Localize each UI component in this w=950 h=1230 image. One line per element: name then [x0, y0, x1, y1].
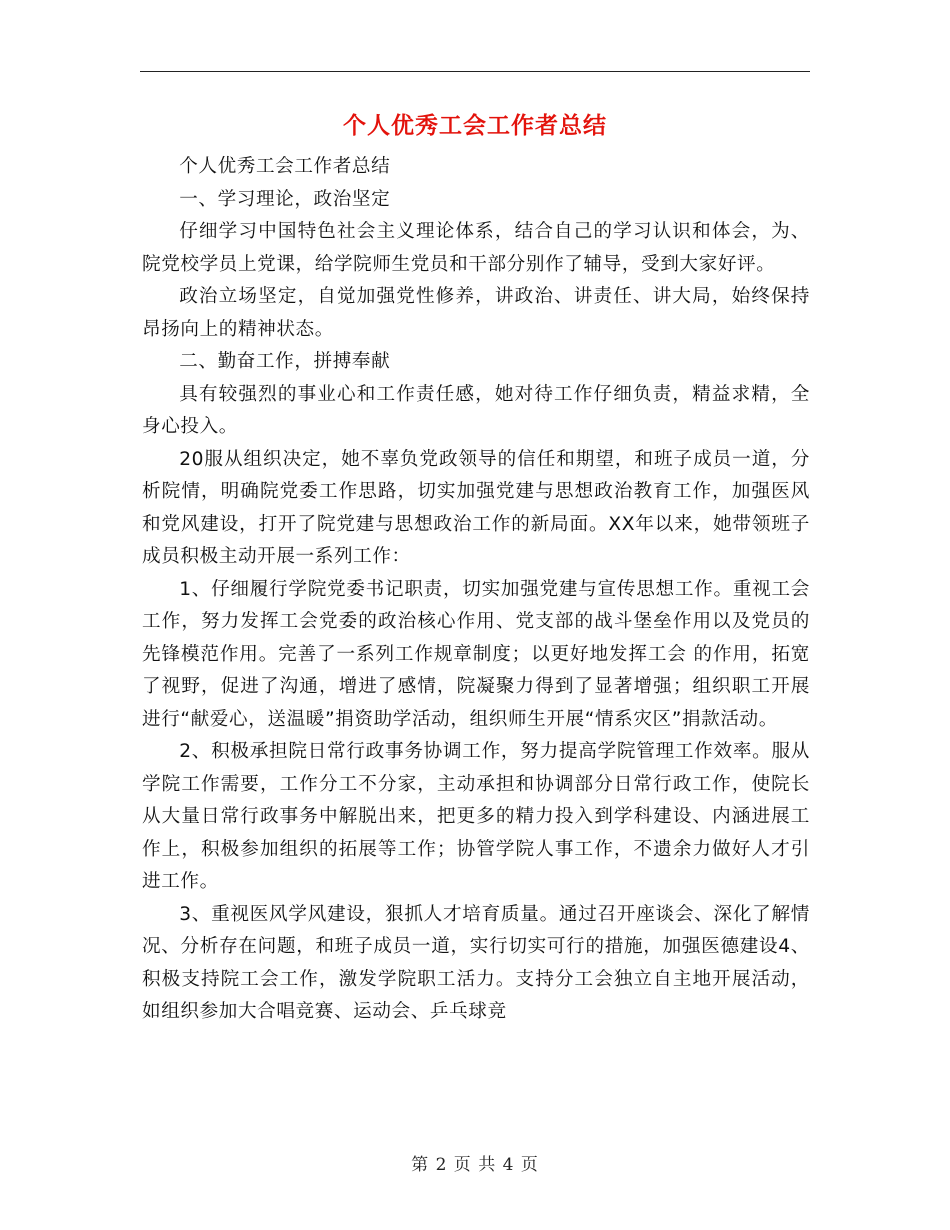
header-rule — [140, 71, 810, 72]
paragraph: 1、仔细履行学院党委书记职责，切实加强党建与宣传思想工作。重视工会工作，努力发挥工会党委的政治核心作用、党支部的战斗堡垒作用以及党员的先锋模范作用。完善了一系列工作规章制度；以更好地发挥工会 的作用，拓宽了视野，促进了沟通，增进了感情，院凝聚力得到了显著增强；组织职工开展进行“献爱心，送温暖”捐资助学活动，组织师生开展“情系灾区”捐款活动。 — [142, 578, 810, 730]
paragraph: 仔细学习中国特色社会主义理论体系，结合自己的学习认识和体会，为、院党校学员上党课，给学院师生党员和干部分别作了辅导，受到大家好评。 — [142, 221, 810, 275]
page-number: 第 2 页 共 4 页 — [411, 1155, 539, 1175]
paragraph: 政治立场坚定，自觉加强党性修养，讲政治、讲责任、讲大局，始终保持昂扬向上的精神状态。 — [142, 286, 810, 340]
section-heading-2: 二、勤奋工作，拼搏奉献 — [179, 351, 391, 372]
document-body — [142, 151, 810, 1029]
paragraph: 3、重视医风学风建设，狠抓人才培育质量。通过召开座谈会、深化了解情况、分析存在问题，和班子成员一道，实行切实可行的措施，加强医德建设4、积极支持院工会工作，激发学院职工活力。支持分工会独立自主地开展活动，如组织参加大合唱竞赛、运动会、乒乓球竞 — [142, 903, 810, 1022]
paragraph: 20服从组织决定，她不辜负党政领导的信任和期望，和班子成员一道，分析院情，明确院党委工作思路，切实加强党建与思想政治教育工作，加强医风和党风建设，打开了院党建与思想政治工作的新局面。XX年以来，她带领班子成员积极主动开展一系列工作： — [142, 448, 810, 567]
paragraph: 2、积极承担院日常行政事务协调工作，努力提高学院管理工作效率。服从学院工作需要，工作分工不分家，主动承担和协调部分日常行政工作，使院长从大量日常行政事务中解脱出来，把更多的精力投入到学科建设、内涵进展工作上，积极参加组织的拓展等工作；协管学院人事工作，不遗余力做好人才引进工作。 — [142, 741, 810, 892]
paragraph-subtitle: 个人优秀工会工作者总结 — [179, 156, 391, 177]
paragraph: 具有较强烈的事业心和工作责任感，她对待工作仔细负责，精益求精，全身心投入。 — [142, 383, 810, 437]
section-heading-1: 一、学习理论，政治坚定 — [179, 188, 391, 210]
document-title: 个人优秀工会工作者总结 — [343, 113, 607, 139]
